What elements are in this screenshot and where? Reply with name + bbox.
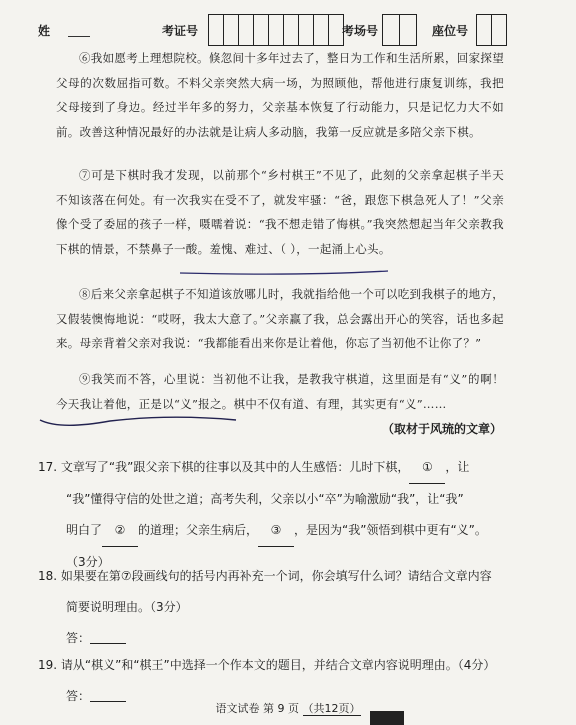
q17-line3-a: 明白了 [66, 523, 103, 537]
exam-id-boxes[interactable] [208, 14, 344, 46]
room-label: 考场号 [342, 24, 379, 38]
q17-line3-b: 的道理；父亲生病后， [138, 523, 259, 537]
q17-blank-2[interactable]: ② [102, 515, 138, 547]
name-field[interactable] [68, 36, 90, 37]
q19-line1: 19. 请从“棋义”和“棋王”中选择一个作本文的题目，并结合文章内容说明理由。（4分） [38, 658, 496, 672]
paragraph-7 [56, 163, 504, 261]
q17-line2: “我”懂得守信的处世之道；高考失利，父亲以小“卒”为喻激励“我”，让“我” [66, 492, 464, 506]
name-label: 姓 [38, 24, 51, 38]
q17-line1-end: ，让 [445, 460, 470, 474]
q17-line1: 17. 文章写了“我”跟父亲下棋的往事以及其中的人生感悟：儿时下棋， [38, 460, 410, 474]
candidate-header [0, 14, 576, 50]
q17-blank-3[interactable]: ③ [258, 515, 294, 547]
q18-line2: 简要说明理由。（3分） [66, 600, 188, 614]
footer-page-number: 语文试卷 第 9 页 [215, 702, 299, 715]
paragraph-7-text: ⑦可是下棋时我才发现，以前那个“乡村棋王”不见了，此刻的父亲拿起棋子半天不知该落在何处。有一次我实在受不了，就发牢骚：“爸，跟您下棋急死人了！”父亲像个受了委屈的孩子一样，嗫嚅着说：“我不想走错了悔棋。”我突然想起当年父亲教我下棋的情景，不禁鼻子一酸。羞愧、难过、（ ），一起涌上心头。 [56, 168, 504, 256]
footer-page-total: （共12页） [302, 702, 361, 715]
q17-blank-1[interactable]: ① [409, 452, 445, 484]
page-footer [0, 700, 576, 716]
exam-id-label: 考证号 [162, 24, 199, 38]
paragraph-9 [56, 367, 504, 416]
source-attribution: （取材于风琉的文章） [381, 422, 502, 436]
question-18 [38, 561, 528, 654]
q17-line3-c: ，是因为“我”领悟到棋中更有“义”。 [294, 523, 487, 537]
q17-score: （3分） [66, 555, 110, 569]
seat-boxes[interactable] [476, 14, 507, 46]
paragraph-6 [56, 46, 504, 144]
paragraph-6-text: ⑥我如愿考上理想院校。倏忽间十多年过去了，整日为工作和生活所累，回家探望父母的次数屈指可数。不料父亲突然大病一场，为照顾他，帮他进行康复训练，我把父母接到了身边。经过半年多的努力，父亲基本恢复了行动能力，只是记忆力大不如前。改善这种情况最好的办法就是让病人多动脑，我第一反应就是多陪父亲下棋。 [56, 51, 504, 139]
paragraph-9-text: ⑨我笑而不答，心里说：当初他不让我，是教我守棋道，这里面是有“义”的啊！今天我让着他，正是以“义”报之。棋中不仅有道、有理，其实更有“义”…… [56, 372, 504, 411]
seat-label: 座位号 [432, 24, 469, 38]
paragraph-8-text: ⑧后来父亲拿起棋子不知道该放哪儿时，我就指给他一个可以吃到我棋子的地方，又假装懊悔地说：“哎呀，我太大意了。”父亲赢了我，总会露出开心的笑容，话也多起来。母亲背着父亲对我说：“我都能看出来你是让着他，你忘了当初他不让你了？” [56, 287, 504, 350]
q17-line3 [38, 515, 528, 547]
q18-answer-line[interactable] [90, 629, 126, 644]
q19-answer-label: 答： [66, 689, 91, 703]
question-17 [38, 452, 528, 578]
room-boxes[interactable] [382, 14, 417, 46]
paragraph-8 [56, 282, 504, 356]
q18-line1: 18. 如果要在第⑦段画线句的括号内再补充一个词，你会填写什么词？请结合文章内容 [38, 569, 492, 583]
scan-edge-mark [370, 711, 404, 725]
q18-answer-label: 答： [66, 631, 91, 645]
